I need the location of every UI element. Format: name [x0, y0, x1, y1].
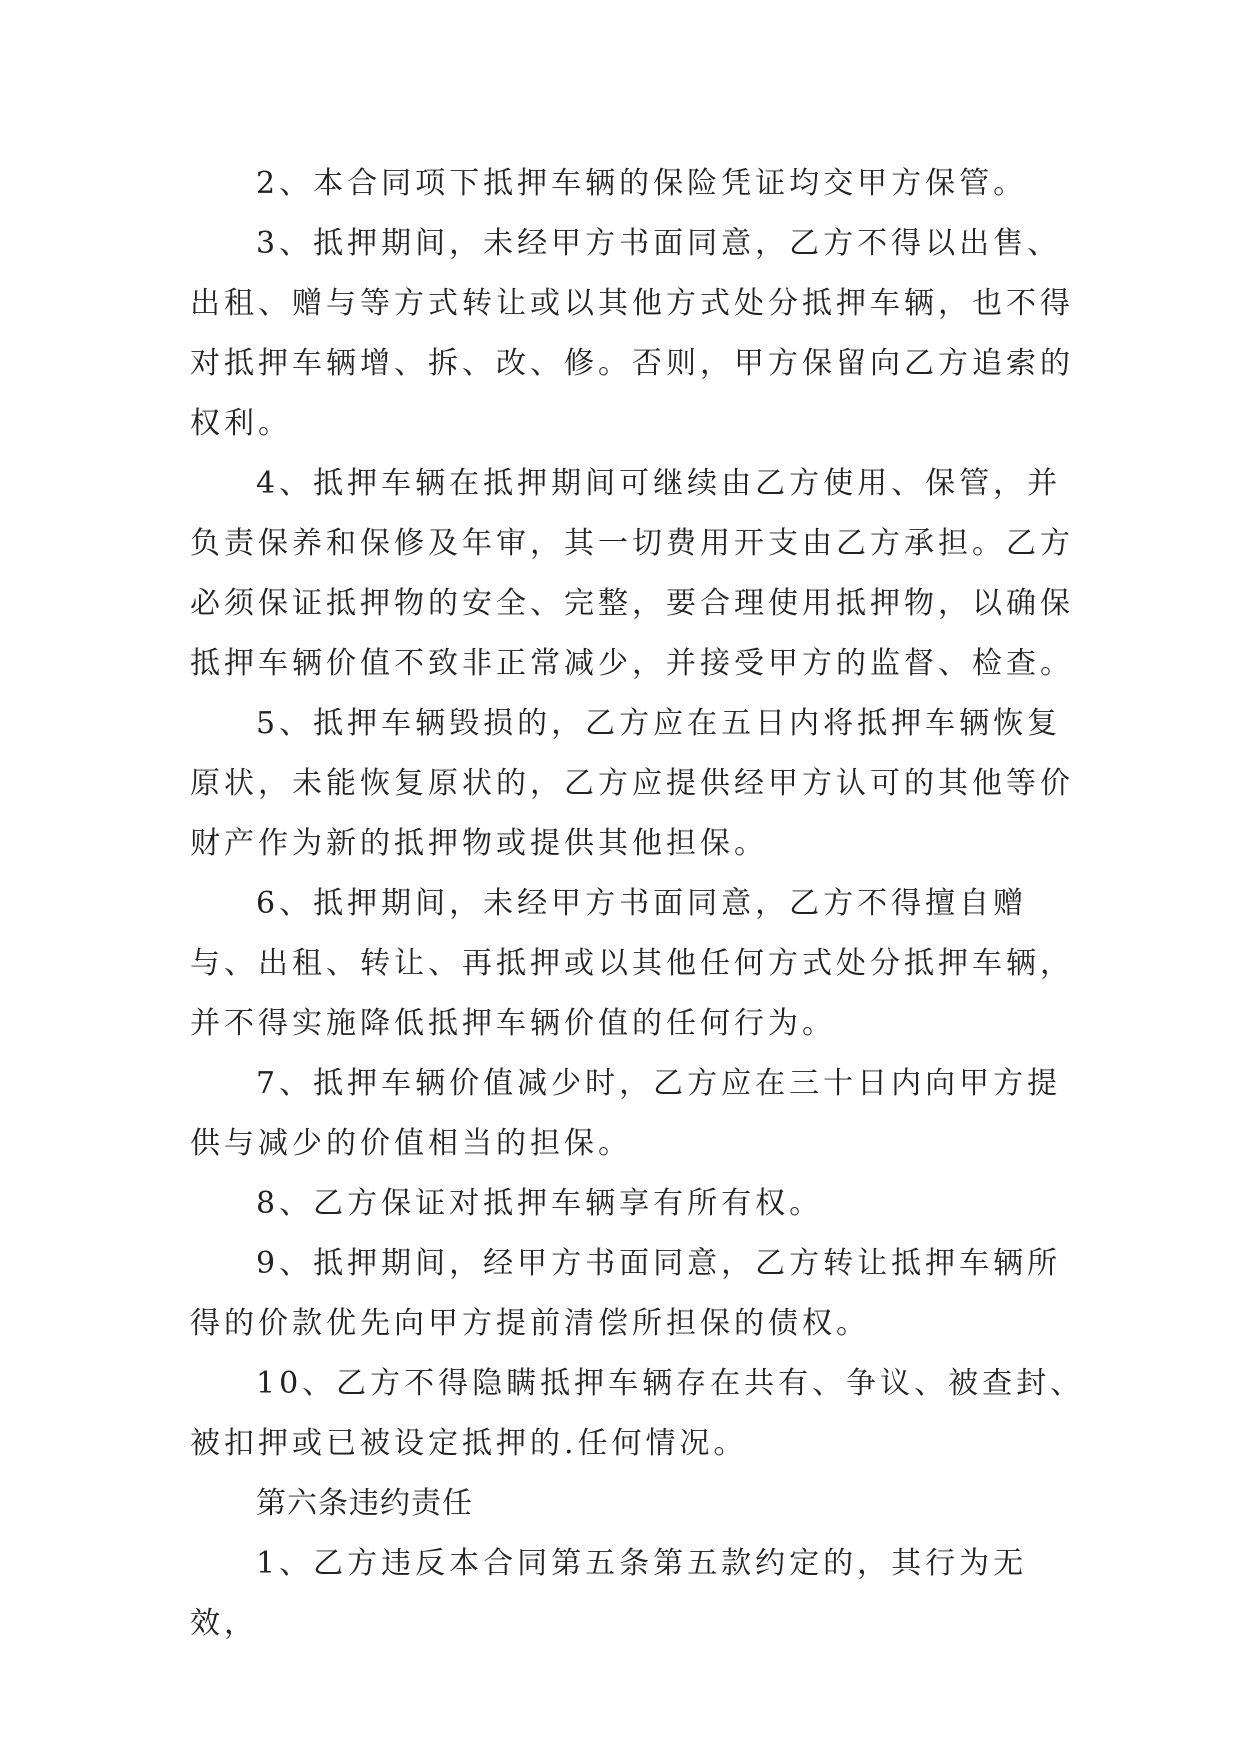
document-body	[190, 154, 1090, 1654]
clause-5: 5、抵押车辆毁损的，乙方应在五日内将抵押车辆恢复原状，未能恢复原状的，乙方应提供经甲方认可的其他等价财产作为新的抵押物或提供其他担保。	[190, 706, 1074, 861]
clause-10: 10、乙方不得隐瞒抵押车辆存在共有、争议、被查封、被扣押或已被设定抵押的.任何情况。	[190, 1366, 1085, 1461]
clause-2: 2、本合同项下抵押车辆的保险凭证均交甲方保管。	[256, 166, 1028, 201]
section-heading: 第六条违约责任	[256, 1486, 473, 1521]
clause-9: 9、抵押期间，经甲方书面同意，乙方转让抵押车辆所得的价款优先向甲方提前清偿所担保的债权。	[190, 1246, 1062, 1341]
clause-6: 6、抵押期间，未经甲方书面同意，乙方不得擅自赠与、出租、转让、再抵押或以其他任何方式处分抵押车辆，并不得实施降低抵押车辆价值的任何行为。	[190, 886, 1074, 1041]
clause-4: 4、抵押车辆在抵押期间可继续由乙方使用、保管，并负责保养和保修及年审，其一切费用开支由乙方承担。乙方必须保证抵押物的安全、完整，要合理使用抵押物，以确保抵押车辆价值不致非正常减少，并接受甲方的监督、检查。	[190, 466, 1074, 681]
clause-3: 3、抵押期间，未经甲方书面同意，乙方不得以出售、出租、赠与等方式转让或以其他方式处分抵押车辆，也不得对抵押车辆增、拆、改、修。否则，甲方保留向乙方追索的权利。	[190, 226, 1074, 441]
clause-7: 7、抵押车辆价值减少时，乙方应在三十日内向甲方提供与减少的价值相当的担保。	[190, 1066, 1062, 1161]
liability-clause-1: 1、乙方违反本合同第五条第五款约定的，其行为无效，	[190, 1546, 1028, 1641]
clause-8: 8、乙方保证对抵押车辆享有所有权。	[256, 1186, 824, 1221]
